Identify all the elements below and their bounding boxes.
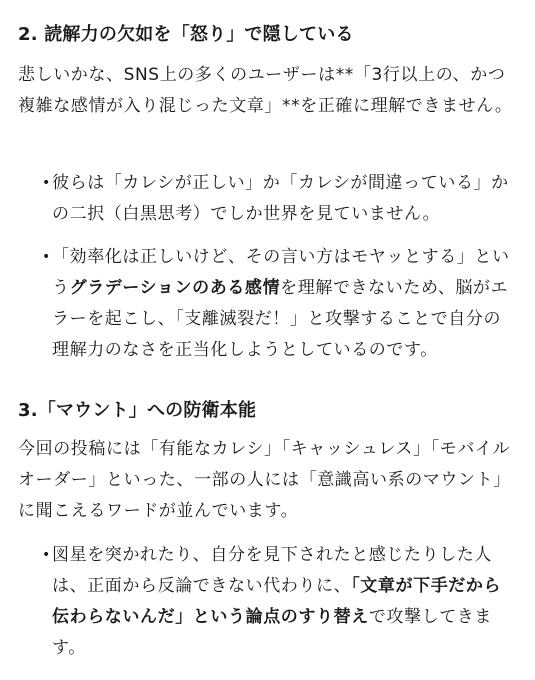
- list-item-text: で攻撃してきます。: [52, 607, 493, 658]
- bullet-icon: •: [42, 249, 51, 265]
- list-item: [18, 242, 518, 366]
- list-item: [18, 168, 518, 230]
- list-item-text: 図星を突かれたり、自分を見下されたと感じたりした人は、正面から反論できない代わりに、: [52, 545, 492, 596]
- bullet-icon: •: [42, 175, 51, 191]
- list-item-bold-text: グラデーションのある感情: [69, 278, 281, 298]
- section-2-heading: 2. 読解力の欠如を「怒り」で隠している: [18, 24, 354, 45]
- section-2-paragraph: 悲しいかな、SNS上の多くのユーザーは**「3行以上の、かつ複雑な感情が入り混じった文章」**を正確に理解できません。: [18, 65, 513, 116]
- section-2-bullet-list: [18, 168, 518, 366]
- list-item-bold-text: 「文章が下手だから伝わらないんだ」という論点のすり替え: [52, 576, 502, 627]
- section-3-bullet-list: [18, 540, 518, 664]
- list-item-text: 彼らは「カレシが正しい」か「カレシが間違っている」かの二択（白黒思考）でしか世界を見ていません。: [52, 173, 509, 224]
- list-item-text: を理解できないため、脳がエラーを起こし、「支離滅裂だ！」と攻撃することで自分の理解力のなさを正当化しようとしているのです。: [52, 278, 509, 360]
- section-3-paragraph: 今回の投稿には「有能なカレシ」「キャッシュレス」「モバイルオーダー」といった、一部の人には「意識高い系のマウント」に聞こえるワードが並んでいます。: [18, 439, 511, 521]
- bullet-icon: •: [42, 547, 51, 563]
- list-item-text: 「効率化は正しいけど、その言い方はモヤッとする」という: [52, 247, 510, 298]
- list-item: [18, 540, 518, 664]
- section-3-heading: 3.「マウント」への防衛本能: [18, 400, 257, 421]
